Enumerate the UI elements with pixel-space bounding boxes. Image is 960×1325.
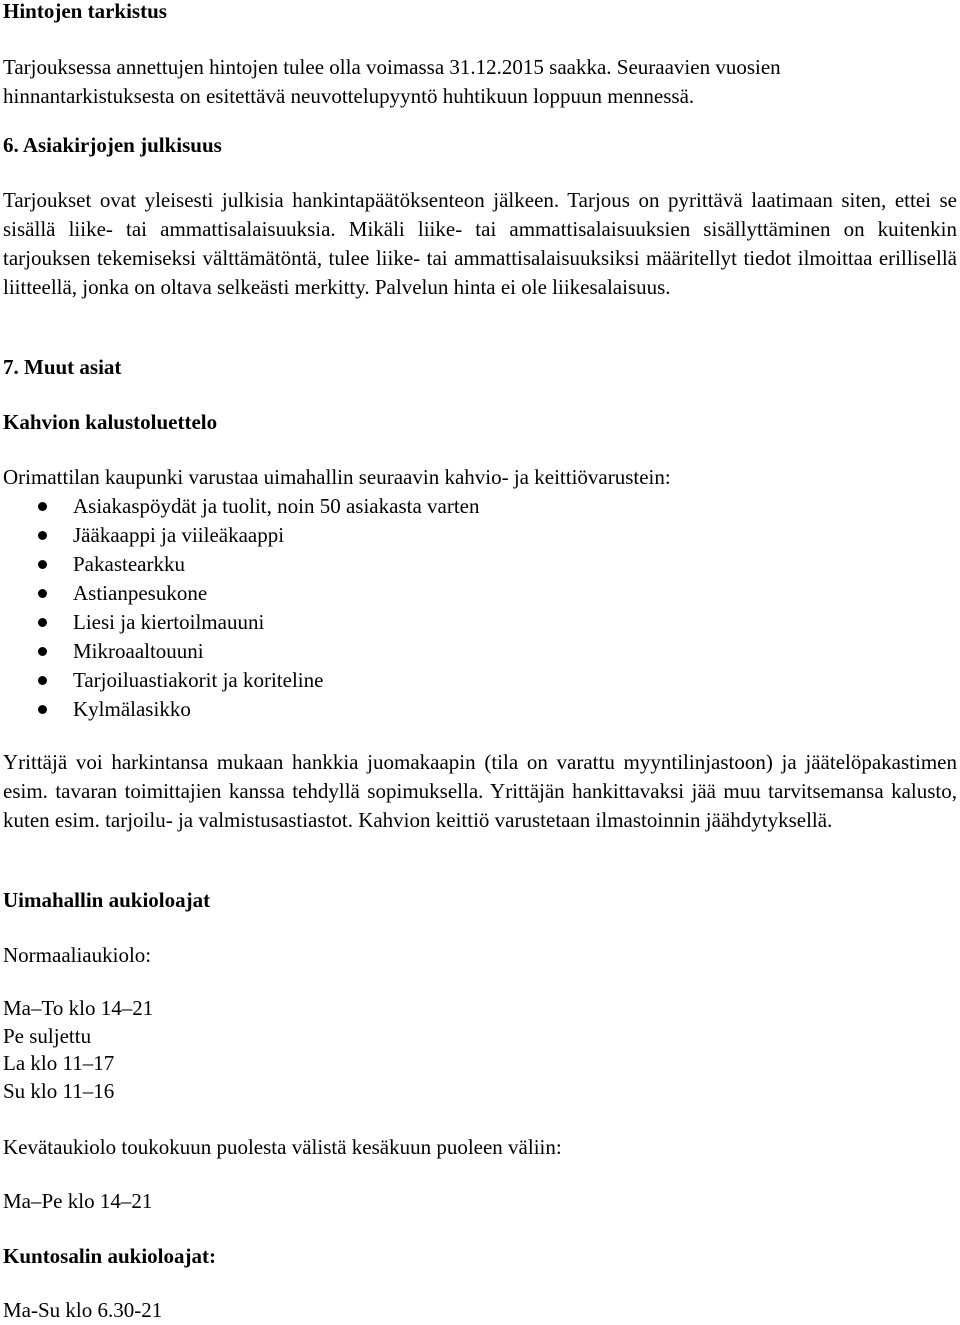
bullet-icon [38, 531, 47, 540]
label-spring-hours: Kevätaukiolo toukokuun puolesta välistä kesäkuun puoleen väliin: [3, 1135, 562, 1159]
normal-hours-list [3, 995, 957, 1105]
paragraph-publicity: Tarjoukset ovat yleisesti julkisia hankintapäätöksenteon jälkeen. Tarjous on pyrittävä laatimaan siten, ettei se sisällä liike- tai ammattisalaisuuksia. Mikäli liike- tai ammattisalaisuuksien sisällyttäminen on kuitenkin tarjouksen tekemiseksi välttämätöntä, tulee liike- tai ammattisalaisuuksiksi määritellyt tiedot ilmoittaa erillisellä liitteellä, jonka on oltava selkeästi merkitty. Palvelun hinta ei ole liikesalaisuus. [3, 188, 957, 299]
bullet-icon [38, 705, 47, 714]
heading-pool-hours: Uimahallin aukioloajat [3, 888, 211, 912]
list-item: Liesi ja kiertoilmauuni [3, 608, 957, 637]
bullet-icon [38, 618, 47, 627]
list-item: Tarjoiluastiakorit ja koriteline [3, 666, 957, 695]
gym-hours: Ma-Su klo 6.30-21 [3, 1298, 163, 1322]
bullet-icon [38, 589, 47, 598]
hours-line: Ma–To klo 14–21 [3, 996, 154, 1020]
heading-price-check: Hintojen tarkistus [3, 0, 167, 23]
list-item: Pakastearkku [3, 550, 957, 579]
bullet-icon [38, 560, 47, 569]
paragraph-cafe-intro: Orimattilan kaupunki varustaa uimahallin seuraavin kahvio- ja keittiövarustein: [3, 465, 671, 489]
bullet-icon [38, 647, 47, 656]
heading-other: 7. Muut asiat [3, 355, 122, 379]
hours-line: Su klo 11–16 [3, 1078, 115, 1103]
bullet-icon [38, 676, 47, 685]
paragraph-cafe-closing: Yrittäjä voi harkintansa mukaan hankkia juomakaapin (tila on varattu myyntilinjastoon) ja jäätelöpakastimen esim. tavaran toimittajien kanssa tehdyllä sopimuksella. Yrittäjän hankittavaksi jää muu tarvitsemansa kalusto, kuten esim. tarjoilu- ja valmistusastiastot. Kahvion keittiö varustetaan ilmastoinnin jäähdytyksellä. [3, 750, 957, 832]
list-item: Kylmälasikko [3, 695, 957, 724]
list-item: Astianpesukone [3, 579, 957, 608]
list-item: Asiakaspöydät ja tuolit, noin 50 asiakasta varten [3, 492, 957, 521]
list-item: Jääkaappi ja viileäkaappi [3, 521, 957, 550]
spring-hours: Ma–Pe klo 14–21 [3, 1189, 153, 1213]
paragraph-price-check: Tarjouksessa annettujen hintojen tulee olla voimassa 31.12.2015 saakka. Seuraavien vuosien hinnantarkistuksesta on esitettävä neuvottelupyyntö huhtikuun loppuun mennessä. [3, 55, 781, 108]
heading-cafe: Kahvion kalustoluettelo [3, 410, 218, 434]
heading-gym-hours: Kuntosalin aukioloajat: [3, 1244, 216, 1268]
hours-line: Pe suljettu [3, 1023, 92, 1048]
cafe-equipment-list [3, 492, 957, 724]
bullet-icon [38, 502, 47, 511]
label-normal-hours: Normaaliaukiolo: [3, 943, 152, 967]
heading-publicity: 6. Asiakirjojen julkisuus [3, 133, 222, 157]
list-item: Mikroaaltouuni [3, 637, 957, 666]
hours-line: La klo 11–17 [3, 1051, 115, 1075]
